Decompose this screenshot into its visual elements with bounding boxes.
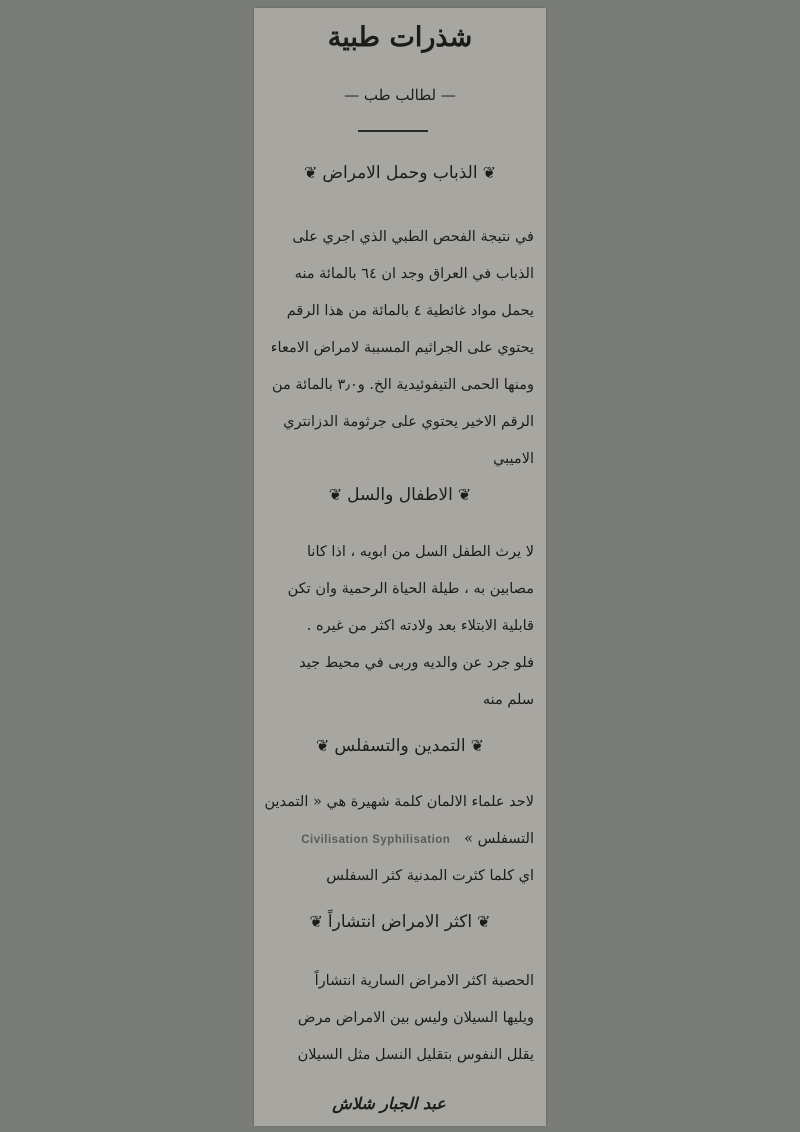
section-heading-children-tb: ❦الاطفال والسل❦ [328,485,472,505]
text-line: الذباب في العراق وجد ان ٦٤ بالمائة منه [294,266,534,282]
author-signature: عبد الجبار شلاش [332,1094,446,1113]
text-line: اي كلما كثرت المدنية كثر السفلس [326,868,534,884]
text-line: لاحد علماء الالمان كلمة شهيرة هي « التمدين [264,794,534,810]
ornament-icon: ❦ [328,485,343,504]
text-line: يقلل النفوس بتقليل النسل مثل السيلان [297,1047,534,1063]
text-line: فلو جرد عن والديه وربى في محيط جيد [299,655,534,671]
text-line: سلم منه [482,692,534,708]
text-line: في نتيجة الفحص الطبي الذي اجري على [292,229,534,245]
ornament-icon: ❦ [482,163,496,182]
text-line: مصابين به ، طيلة الحياة الرحمية وان تكن [287,581,534,597]
text-line-with-latin: التسفلس » Civilisation Syphilisation [301,831,534,847]
newspaper-clipping [254,8,546,1126]
text-line: لا يرث الطفل السل من ابويه ، اذا كانا [307,544,534,560]
latin-phrase: Civilisation Syphilisation [301,834,451,846]
title-divider [358,130,428,132]
section-heading-civilisation: ❦التمدين والتسفلس❦ [316,736,484,756]
text-line: ومنها الحمى التيفوئيدية الخ. و٣٫٠ بالمائة من [271,377,534,393]
section-body-flies [264,219,534,478]
section-body-children-tb [264,534,534,719]
ornament-icon: ❦ [477,912,491,931]
section-body-civilisation [264,784,534,895]
section-heading-most-widespread: ❦اكثر الامراض انتشاراً❦ [309,912,491,932]
ornament-icon: ❦ [309,912,323,931]
text-line: قابلية الابتلاء بعد ولادته اكثر من غيره . [306,618,534,634]
ornament-icon: ❦ [470,736,484,755]
text-line: الرقم الاخير يحتوي على جرثومة الدزانتري [283,414,534,430]
article-title: شذرات طبية [327,22,473,53]
text-line: ويليها السيلان وليس بين الامراض مرض [297,1010,534,1026]
ornament-icon: ❦ [457,485,472,504]
text-line: الحصبة اكثر الامراض السارية انتشاراً [314,973,534,989]
ornament-icon: ❦ [316,736,330,755]
text-line: يحتوي على الجراثيم المسببة لامراض الامعاء [270,340,534,356]
text-line: يحمل مواد غائطية ٤ بالمائة من هذا الرقم [286,303,534,319]
section-heading-flies: ❦الذباب وحمل الامراض❦ [304,163,496,183]
article-byline: — لطالب طب — [344,86,456,104]
ornament-icon: ❦ [304,163,318,182]
section-body-most-widespread [264,963,534,1074]
text-line: الاميبي [493,451,534,467]
